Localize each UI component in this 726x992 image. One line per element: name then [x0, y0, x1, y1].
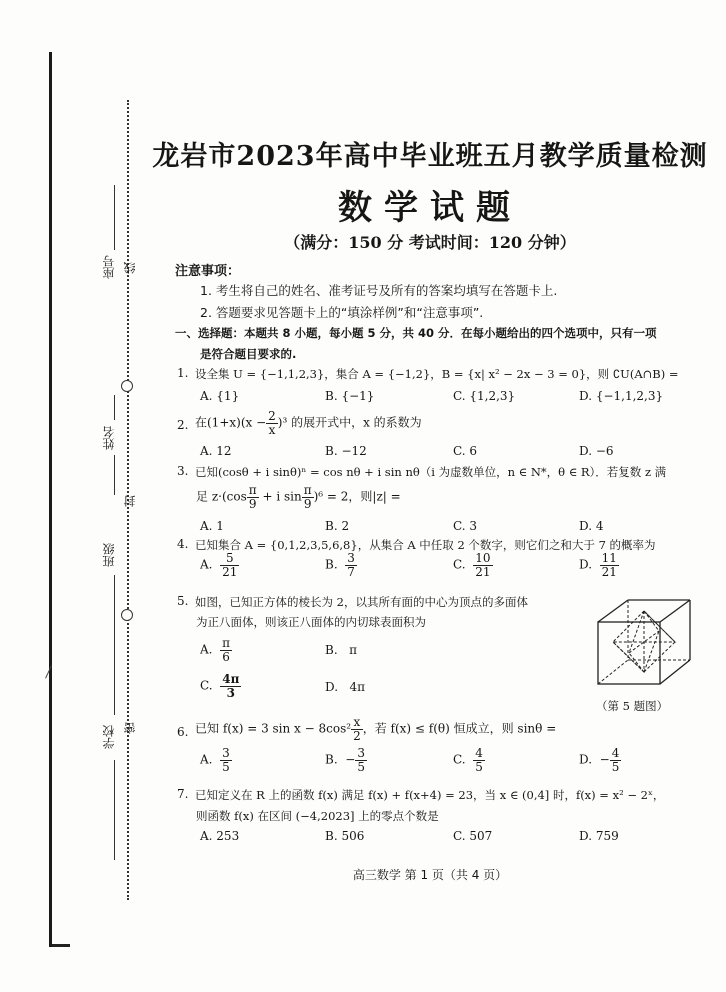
- q4-c-num: 10: [475, 551, 491, 565]
- q6-number: 6.: [177, 725, 189, 739]
- q1-option-c: C. {1,2,3}: [453, 389, 516, 403]
- q4-c-den: 21: [475, 564, 491, 579]
- notice-item-2: 2. 答题要求见答题卡上的“填涂样例”和“注意事项”.: [200, 305, 484, 320]
- seal-xian: 线: [123, 262, 137, 274]
- q5-line2: 为正八面体，则该正八面体的内切球表面积为: [196, 615, 426, 629]
- q6-a-num: 3: [222, 746, 230, 760]
- q6-c-num: 4: [475, 746, 483, 760]
- q7-option-b: B. 506: [325, 829, 365, 843]
- q6-frac-den: 2: [353, 728, 361, 743]
- q1-option-d: D. {−1,1,2,3}: [579, 389, 664, 403]
- q4-option-b: [325, 552, 357, 578]
- seal-circle-1: [121, 380, 133, 392]
- q6-stem-post: ，若 f(x) ≤ f(θ) 恒成立，则 sinθ =: [362, 721, 557, 736]
- cube-edge: [598, 600, 628, 622]
- q6-option-a: [200, 747, 232, 773]
- q4-b-label: B.: [325, 557, 338, 572]
- q6-a-frac: [220, 747, 232, 773]
- q6-fraction: [351, 716, 363, 742]
- exam-title: 龙岩市2023年高中毕业班五月教学质量检测: [152, 141, 708, 172]
- q4-option-c: [453, 552, 493, 578]
- octa-edge: [629, 653, 644, 672]
- q3-line2-post: )⁶ = 2，则|z| =: [313, 489, 401, 504]
- q6-option-c: [453, 747, 485, 773]
- q4-d-den: 21: [601, 564, 617, 579]
- q2-stem-pre: 在(1+x)(x −: [195, 415, 267, 430]
- q4-number: 4.: [177, 537, 189, 551]
- subject-title: 数学试题: [338, 188, 522, 228]
- q2-option-a: A. 12: [200, 444, 232, 458]
- q7-option-c: C. 507: [453, 829, 493, 843]
- q1-option-a: A. {1}: [200, 389, 240, 403]
- page-footer: 高三数学 第 1 页（共 4 页）: [352, 868, 508, 882]
- q3-line2-mid: + i sin: [258, 489, 302, 504]
- q4-b-den: 7: [347, 564, 355, 579]
- q4-text: 已知集合 A = {0,1,2,3,5,6,8}，从集合 A 中任取 2 个数字，则它们之和大于 7 的概率为: [195, 538, 656, 552]
- seal-feng: 封: [123, 495, 137, 507]
- class-underline: [114, 575, 115, 715]
- q2-stem-post: )³ 的展开式中，x 的系数为: [277, 415, 422, 430]
- q6-b-num: 3: [357, 746, 365, 760]
- q4-d-frac: [600, 552, 619, 578]
- name-label: 姓名: [102, 426, 116, 450]
- q3-fraction-1: [247, 484, 259, 510]
- q5-option-c: [200, 673, 241, 699]
- q3-option-c: C. 3: [453, 519, 478, 533]
- q6-b-den: 5: [357, 759, 365, 774]
- q2-stem: [195, 410, 422, 436]
- q5-a-den: 6: [222, 649, 230, 664]
- q6-a-label: A.: [200, 752, 213, 767]
- q7-option-d: D. 759: [579, 829, 619, 843]
- q6-d-num: 4: [611, 746, 620, 760]
- octa-edge: [644, 631, 659, 672]
- q4-option-a: [200, 552, 239, 578]
- binding-line: [49, 52, 52, 947]
- q5-option-b: [325, 643, 357, 657]
- q2-option-c: C. 6: [453, 444, 478, 458]
- q6-a-den: 5: [222, 759, 230, 774]
- q3-option-d: D. 4: [579, 519, 604, 533]
- q5-figure-caption: （第 5 题图）: [596, 699, 669, 713]
- q5-option-a: [200, 637, 232, 663]
- q4-a-label: A.: [200, 557, 213, 572]
- q4-b-frac: [345, 552, 357, 578]
- seal-circle-2: [121, 609, 133, 621]
- q4-b-num: 3: [347, 551, 355, 565]
- q5-d-value: 4π: [349, 680, 365, 694]
- octa-edge: [629, 611, 644, 653]
- hidden-edge: [598, 660, 628, 684]
- q6-d-den: 5: [611, 759, 620, 774]
- q5-a-label: A.: [200, 642, 213, 657]
- q5-c-frac: [220, 673, 241, 699]
- q2-frac-den: x: [268, 422, 276, 437]
- score-time: （满分：150 分 考试时间：120 分钟）: [284, 233, 576, 252]
- corner-mark: [52, 944, 70, 947]
- q6-option-d: [579, 747, 621, 773]
- class-label: 班级: [102, 543, 116, 567]
- q6-c-label: C.: [453, 752, 466, 767]
- seal-mi: 密: [123, 722, 137, 734]
- section-heading-line2: 是符合题目要求的.: [200, 347, 297, 361]
- name-underline: [114, 395, 115, 420]
- q3-option-b: B. 2: [325, 519, 350, 533]
- q3-line2: [196, 484, 401, 510]
- q6-d-label: D.: [579, 752, 593, 767]
- q5-number: 5.: [177, 594, 189, 608]
- q4-c-frac: [473, 552, 492, 578]
- q3-fraction-2: [302, 484, 314, 510]
- q5-a-frac: [220, 637, 232, 663]
- q1-number: 1.: [177, 366, 189, 380]
- q6-c-den: 5: [475, 759, 483, 774]
- q6-d-frac: [610, 747, 622, 773]
- q2-fraction: [266, 410, 278, 436]
- q2-frac-num: 2: [268, 409, 276, 423]
- q6-b-sign: −: [345, 752, 356, 767]
- q5-b-label: B.: [325, 643, 338, 657]
- q3-frac2-num: π: [303, 483, 312, 497]
- q5-c-den: 3: [226, 685, 235, 700]
- q2-number: 2.: [177, 418, 189, 432]
- notice-heading: 注意事项：: [175, 264, 241, 279]
- q5-d-label: D.: [325, 680, 339, 694]
- octahedron-outline: [613, 611, 675, 672]
- q4-d-label: D.: [579, 557, 593, 572]
- q3-number: 3.: [177, 464, 189, 478]
- q5-c-label: C.: [200, 678, 213, 693]
- q7-option-a: A. 253: [200, 829, 240, 843]
- q7-line2: 则函数 f(x) 在区间 (−4,2023] 上的零点个数是: [196, 809, 439, 823]
- q5-c-num: 4π: [222, 672, 240, 686]
- school-label: 学校: [102, 725, 116, 749]
- q6-b-frac: [355, 747, 367, 773]
- notice-item-1: 1. 考生将自己的姓名、准考证号及所有的答案均填写在答题卡上.: [200, 283, 558, 298]
- school-underline: [114, 760, 115, 860]
- name-underline-2: [114, 455, 115, 495]
- q6-frac-num: x: [351, 716, 363, 730]
- octa-edge: [644, 611, 659, 631]
- q3-frac1-num: π: [248, 483, 257, 497]
- q7-number: 7.: [177, 787, 189, 801]
- q4-a-den: 21: [222, 564, 238, 579]
- q6-c-frac: [473, 747, 485, 773]
- q5-a-num: π: [222, 636, 231, 650]
- cube-edge: [660, 600, 690, 622]
- q3-line2-pre: 足 z·(cos: [196, 489, 247, 504]
- q1-option-b: B. {−1}: [325, 389, 375, 403]
- q6-stem-pre: 已知 f(x) = 3 sin x − 8cos²: [195, 721, 352, 736]
- q3-frac2-den: 9: [303, 496, 312, 511]
- q3-line1: 已知(cosθ + i sinθ)ⁿ = cos nθ + i sin nθ（i 为虚数单位，n ∈ N*，θ ∈ R）．若复数 z 满: [195, 465, 667, 479]
- q4-option-d: [579, 552, 619, 578]
- q6-stem: [195, 716, 556, 742]
- q7-line1: 已知定义在 R 上的函数 f(x) 满足 f(x) + f(x+4) = 23，当 x ∈ (0,4] 时，f(x) = x² − 2ˣ，: [195, 788, 665, 802]
- q3-option-a: A. 1: [200, 519, 224, 533]
- q1-text: 设全集 U = {−1,1,2,3}，集合 A = {−1,2}，B = {x| x² − 2x − 3 = 0}，则 ∁U(A∩B) =: [195, 367, 679, 381]
- q5-line1: 如图，已知正方体的棱长为 2，以其所有面的中心为顶点的多面体: [195, 595, 528, 609]
- cube-octahedron-figure: [590, 598, 700, 693]
- q3-frac1-den: 9: [248, 496, 257, 511]
- q6-b-label: B.: [325, 752, 338, 767]
- seat-label: 座号: [102, 255, 116, 279]
- section-heading-line1: 一、选择题：本题共 8 小题，每小题 5 分，共 40 分．在每小题给出的四个选项中，只有一项: [175, 326, 657, 340]
- q4-c-label: C.: [453, 557, 466, 572]
- q5-option-d: [325, 680, 365, 694]
- q4-a-frac: [220, 552, 239, 578]
- q6-option-b: [325, 747, 367, 773]
- cube-edge: [660, 660, 690, 684]
- q4-a-num: 5: [220, 552, 239, 566]
- q2-option-b: B. −12: [325, 444, 367, 458]
- q6-d-sign: −: [599, 752, 610, 767]
- q2-option-d: D. −6: [579, 444, 614, 458]
- q5-b-value: π: [349, 643, 357, 657]
- q4-d-num: 11: [601, 551, 617, 565]
- seat-underline: [114, 185, 115, 250]
